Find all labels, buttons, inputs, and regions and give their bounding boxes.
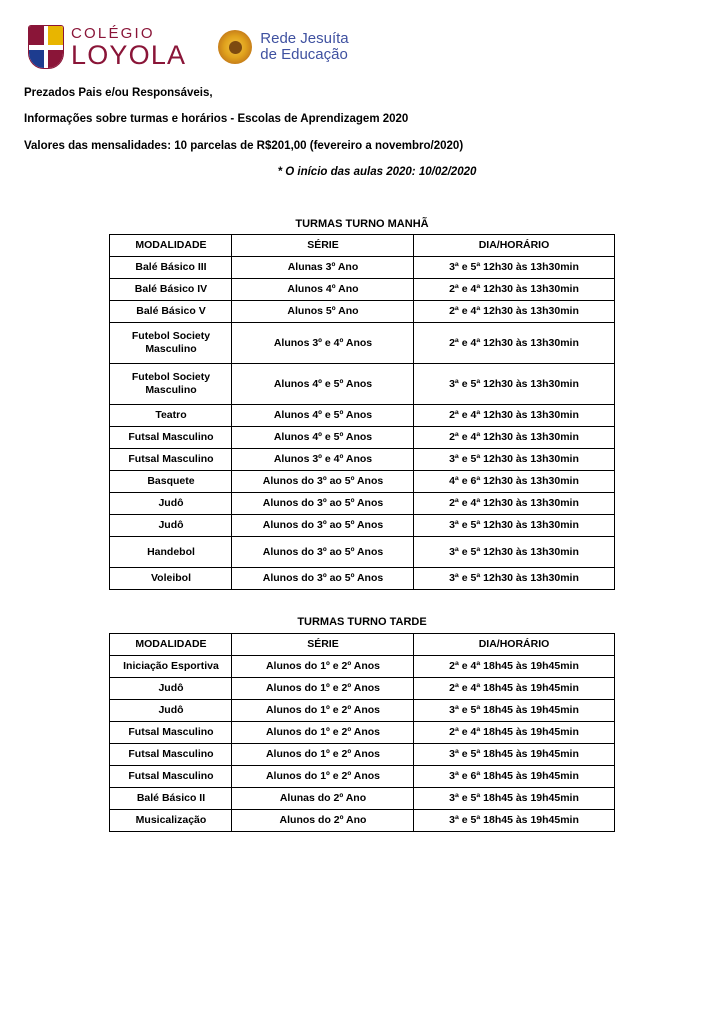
table-row (110, 323, 614, 364)
table-row (110, 279, 614, 301)
cell-serie: Alunos do 3º ao 5º Anos (232, 537, 414, 568)
colegio-loyola-logo (28, 25, 186, 69)
cell-modalidade: Teatro (110, 405, 232, 427)
cell-horario: 2ª e 4ª 18h45 às 19h45min (414, 656, 614, 678)
table-title: TURMAS TURNO MANHÃ (110, 216, 614, 235)
rede-jesuita-logo (218, 30, 348, 64)
table-row (110, 449, 614, 471)
cell-horario: 2ª e 4ª 12h30 às 13h30min (414, 405, 614, 427)
cell-serie: Alunos 4º Ano (232, 279, 414, 301)
cell-horario: 3ª e 5ª 18h45 às 19h45min (414, 700, 614, 722)
table-row (110, 678, 614, 700)
cell-modalidade: Futebol Society Masculino (110, 323, 232, 364)
cell-modalidade: Judô (110, 678, 232, 700)
cell-serie: Alunos 4º e 5º Anos (232, 427, 414, 449)
table-title-row (110, 216, 614, 235)
cell-serie: Alunos do 3º ao 5º Anos (232, 515, 414, 537)
cell-serie: Alunos do 1º e 2º Anos (232, 656, 414, 678)
cell-modalidade: Judô (110, 493, 232, 515)
cell-serie: Alunos do 3º ao 5º Anos (232, 493, 414, 515)
cell-horario: 3ª e 5ª 12h30 às 13h30min (414, 449, 614, 471)
table-header-row (110, 634, 614, 656)
cell-modalidade: Futsal Masculino (110, 722, 232, 744)
table-row (110, 257, 614, 279)
cell-horario: 3ª e 5ª 12h30 às 13h30min (414, 537, 614, 568)
cell-serie: Alunos do 1º e 2º Anos (232, 744, 414, 766)
column-header-3: DIA/HORÁRIO (414, 235, 614, 257)
cell-modalidade: Futsal Masculino (110, 744, 232, 766)
cell-horario: 3ª e 5ª 12h30 às 13h30min (414, 364, 614, 405)
greeting-text: Prezados Pais e/ou Responsáveis, (24, 87, 213, 99)
table-row (110, 537, 614, 568)
cell-horario: 3ª e 5ª 18h45 às 19h45min (414, 810, 614, 832)
cell-modalidade: Balé Básico IV (110, 279, 232, 301)
school-name-line2: LOYOLA (71, 39, 187, 70)
cell-modalidade: Basquete (110, 471, 232, 493)
cell-horario: 3ª e 5ª 18h45 às 19h45min (414, 788, 614, 810)
cell-modalidade: Futsal Masculino (110, 766, 232, 788)
table-row (110, 471, 614, 493)
cell-horario: 2ª e 4ª 12h30 às 13h30min (414, 427, 614, 449)
document-header (28, 22, 700, 72)
network-name-line1: Rede Jesuíta (260, 30, 349, 48)
cell-serie: Alunos 3º e 4º Anos (232, 449, 414, 471)
column-header-3: DIA/HORÁRIO (414, 634, 614, 656)
cell-modalidade: Futebol Society Masculino (110, 364, 232, 405)
cell-modalidade: Futsal Masculino (110, 427, 232, 449)
afternoon-table-body (110, 614, 614, 831)
table-row (110, 700, 614, 722)
info-line-1: Informações sobre turmas e horários - Escolas de Aprendizagem 2020 (24, 113, 409, 126)
table-title: TURMAS TURNO TARDE (110, 614, 614, 633)
table-row (110, 515, 614, 537)
cell-serie: Alunos do 2º Ano (232, 810, 414, 832)
school-name-line1: COLÉGIO (71, 24, 155, 42)
table-row (110, 568, 614, 590)
cell-serie: Alunos 4º e 5º Anos (232, 364, 414, 405)
cell-horario: 4ª e 6ª 12h30 às 13h30min (414, 471, 614, 493)
cell-modalidade: Judô (110, 700, 232, 722)
cell-horario: 2ª e 4ª 12h30 às 13h30min (414, 279, 614, 301)
table-row (110, 301, 614, 323)
cell-modalidade: Handebol (110, 537, 232, 568)
cell-serie: Alunas 3º Ano (232, 257, 414, 279)
afternoon-schedule-table (109, 614, 614, 832)
table-row (110, 722, 614, 744)
cell-serie: Alunas do 2º Ano (232, 788, 414, 810)
afternoon-table-block (24, 614, 700, 832)
cell-serie: Alunos 4º e 5º Anos (232, 405, 414, 427)
table-row (110, 427, 614, 449)
table-row (110, 810, 614, 832)
cell-horario: 2ª e 4ª 12h30 às 13h30min (414, 301, 614, 323)
cell-serie: Alunos 5º Ano (232, 301, 414, 323)
table-row (110, 364, 614, 405)
network-name-line2: de Educação (260, 46, 348, 63)
school-name (71, 26, 186, 69)
cell-horario: 2ª e 4ª 12h30 às 13h30min (414, 493, 614, 515)
cell-serie: Alunos do 1º e 2º Anos (232, 678, 414, 700)
cell-horario: 3ª e 5ª 18h45 às 19h45min (414, 744, 614, 766)
morning-schedule-table (109, 216, 614, 591)
cell-serie: Alunos do 3º ao 5º Anos (232, 471, 414, 493)
cell-modalidade: Futsal Masculino (110, 449, 232, 471)
cell-horario: 2ª e 4ª 18h45 às 19h45min (414, 678, 614, 700)
cell-horario: 3ª e 5ª 12h30 às 13h30min (414, 257, 614, 279)
start-date-note: * O início das aulas 2020: 10/02/2020 (277, 166, 477, 179)
cell-horario: 2ª e 4ª 18h45 às 19h45min (414, 722, 614, 744)
table-title-row (110, 614, 614, 633)
table-row (110, 656, 614, 678)
cell-serie: Alunos do 1º e 2º Anos (232, 722, 414, 744)
column-header-2: SÉRIE (232, 235, 414, 257)
table-row (110, 405, 614, 427)
shield-crest-icon (28, 25, 64, 69)
cell-modalidade: Iniciação Esportiva (110, 656, 232, 678)
cell-horario: 2ª e 4ª 12h30 às 13h30min (414, 323, 614, 364)
cell-serie: Alunos 3º e 4º Anos (232, 323, 414, 364)
column-header-1: MODALIDADE (110, 235, 232, 257)
cell-modalidade: Balé Básico III (110, 257, 232, 279)
table-header-row (110, 235, 614, 257)
cell-serie: Alunos do 3º ao 5º Anos (232, 568, 414, 590)
table-row (110, 493, 614, 515)
cell-modalidade: Balé Básico V (110, 301, 232, 323)
sun-emblem-icon (218, 30, 252, 64)
intro-section (24, 86, 700, 180)
cell-serie: Alunos do 1º e 2º Anos (232, 700, 414, 722)
cell-modalidade: Balé Básico II (110, 788, 232, 810)
cell-modalidade: Judô (110, 515, 232, 537)
column-header-1: MODALIDADE (110, 634, 232, 656)
cell-modalidade: Voleibol (110, 568, 232, 590)
cell-modalidade: Musicalização (110, 810, 232, 832)
info-line-2: Valores das mensalidades: 10 parcelas de R$201,00 (fevereiro a novembro/2020) (24, 139, 464, 152)
cell-horario: 3ª e 5ª 12h30 às 13h30min (414, 568, 614, 590)
table-row (110, 766, 614, 788)
table-row (110, 788, 614, 810)
column-header-2: SÉRIE (232, 634, 414, 656)
morning-table-body (110, 216, 614, 590)
cell-horario: 3ª e 5ª 12h30 às 13h30min (414, 515, 614, 537)
table-row (110, 744, 614, 766)
morning-table-block (24, 216, 700, 591)
cell-horario: 3ª e 6ª 18h45 às 19h45min (414, 766, 614, 788)
cell-serie: Alunos do 1º e 2º Anos (232, 766, 414, 788)
